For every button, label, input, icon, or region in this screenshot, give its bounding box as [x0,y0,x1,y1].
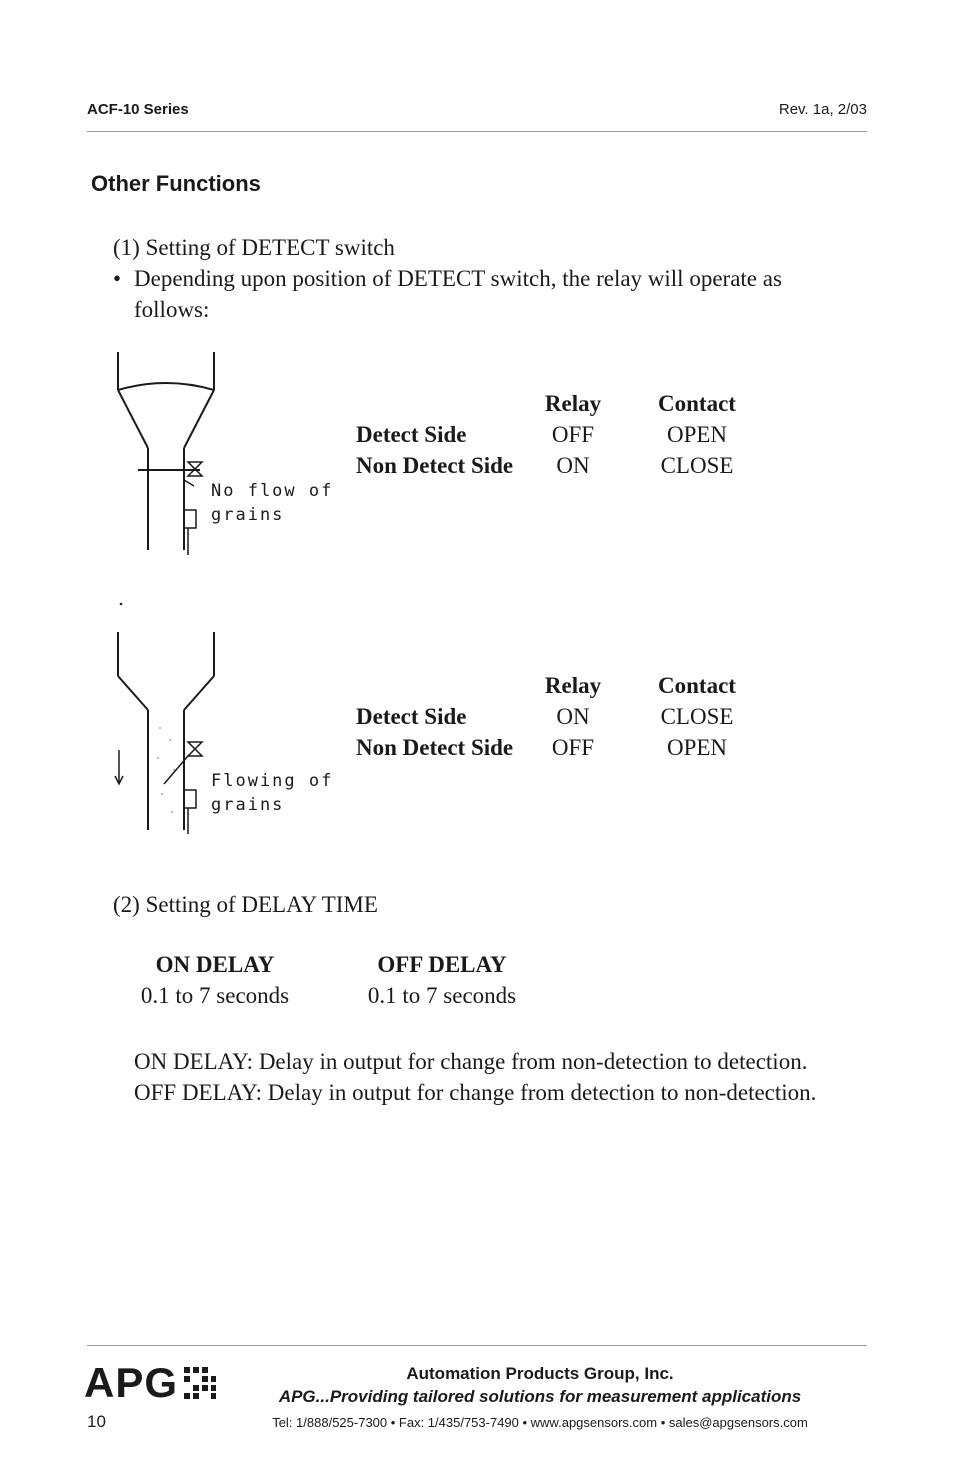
row-label: Non Detect Side [356,735,514,760]
contact-value: OPEN [666,422,728,447]
contact-value: OPEN [666,735,728,760]
footer-rule [87,1345,867,1346]
relay-value: ON [556,704,590,729]
relay-value: OFF [551,422,595,447]
on-delay-label: ON DELAY [155,952,275,977]
caption-flowing-line2: grains [211,795,285,815]
footer-company: Automation Products Group, Inc. [406,1364,674,1383]
footer-contact: Tel: 1/888/525-7300 • Fax: 1/435/753-7490 • www.apgsensors.com • sales@apgsensors.com [272,1415,808,1430]
row-label: Non Detect Side [356,453,514,478]
relay-table-no-flow [356,388,756,488]
page-number: 10 [87,1412,106,1431]
bullet-marker: • [113,266,122,291]
off-delay-description: OFF DELAY: Delay in output for change from detection to non-detection. [134,1080,817,1105]
apg-logo: APG [84,1359,179,1406]
relay-value: ON [556,453,590,478]
contact-value: CLOSE [660,453,734,478]
off-delay-value: 0.1 to 7 seconds [367,983,517,1008]
hopper-no-flow-diagram [108,350,338,560]
bullet-text: Depending upon position of DETECT switch, the relay will operate as follows: [134,266,782,322]
header-revision: Rev. 1a, 2/03 [778,101,867,118]
contact-value: CLOSE [660,704,734,729]
on-delay-value: 0.1 to 7 seconds [140,983,290,1008]
col-relay-header: Relay [544,673,602,698]
col-contact-header: Contact [658,391,736,416]
section-title: Other Functions [91,171,261,196]
apg-logo-grid-icon [184,1367,216,1399]
off-delay-label: OFF DELAY [377,952,507,977]
row-label: Detect Side [356,704,467,729]
col-relay-header: Relay [544,391,602,416]
on-delay-description: ON DELAY: Delay in output for change from non-detection to detection. [134,1049,808,1074]
col-contact-header: Contact [658,673,736,698]
caption-no-flow-line2: grains [211,505,285,525]
delay-heading: (2) Setting of DELAY TIME [113,892,378,917]
footer-tagline: APG...Providing tailored solutions for measurement applications [278,1387,802,1406]
caption-no-flow-line1: No flow of [211,481,334,501]
header-rule [87,131,867,132]
relay-value: OFF [551,735,595,760]
header-series: ACF-10 Series [87,101,189,118]
detect-switch-heading: (1) Setting of DETECT switch [113,235,395,260]
caption-flowing-line1: Flowing of [211,771,334,791]
relay-table-flowing [356,670,756,770]
row-label: Detect Side [356,422,467,447]
